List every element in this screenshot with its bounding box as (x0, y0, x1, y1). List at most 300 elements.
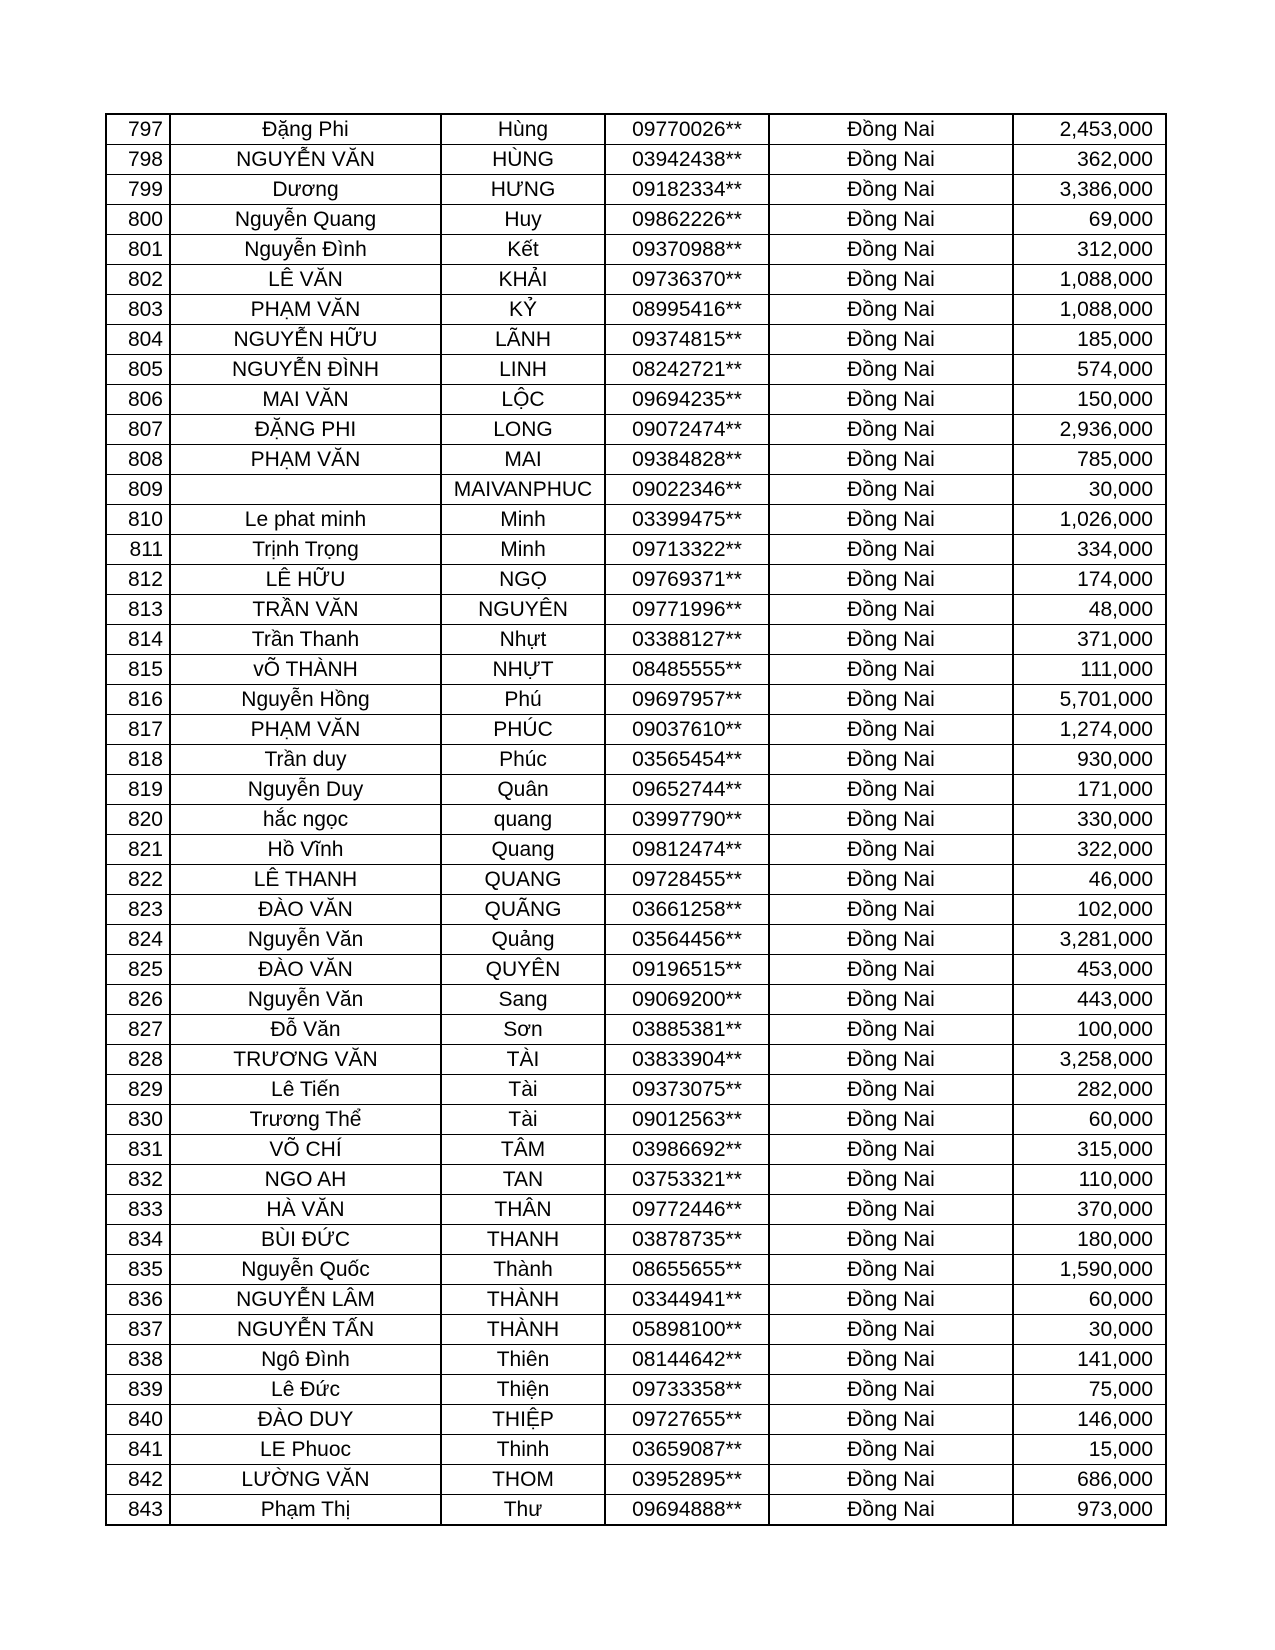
amount-cell: 574,000 (1013, 355, 1166, 385)
given-name-cell: THÂN (441, 1195, 605, 1225)
surname-cell: Nguyễn Văn (170, 985, 441, 1015)
given-name-cell: KHẢI (441, 265, 605, 295)
given-name-cell: LÃNH (441, 325, 605, 355)
row-number: 797 (106, 114, 170, 145)
row-number: 828 (106, 1045, 170, 1075)
given-name-cell: THANH (441, 1225, 605, 1255)
amount-cell: 370,000 (1013, 1195, 1166, 1225)
province-cell: Đồng Nai (769, 1045, 1013, 1075)
phone-cell: 08485555** (605, 655, 769, 685)
amount-cell: 2,936,000 (1013, 415, 1166, 445)
phone-cell: 09812474** (605, 835, 769, 865)
surname-cell: ĐẶNG PHI (170, 415, 441, 445)
row-number: 809 (106, 475, 170, 505)
phone-cell: 03659087** (605, 1435, 769, 1465)
given-name-cell: TÂM (441, 1135, 605, 1165)
amount-cell: 930,000 (1013, 745, 1166, 775)
table-row (106, 1285, 1166, 1315)
province-cell: Đồng Nai (769, 114, 1013, 145)
table-row (106, 895, 1166, 925)
phone-cell: 03661258** (605, 895, 769, 925)
surname-cell: BÙI ĐỨC (170, 1225, 441, 1255)
given-name-cell: THÀNH (441, 1285, 605, 1315)
row-number: 810 (106, 505, 170, 535)
phone-cell: 09384828** (605, 445, 769, 475)
province-cell: Đồng Nai (769, 1345, 1013, 1375)
table-row (106, 175, 1166, 205)
table-row (106, 595, 1166, 625)
phone-cell: 09713322** (605, 535, 769, 565)
table-row (106, 625, 1166, 655)
phone-cell: 03388127** (605, 625, 769, 655)
row-number: 813 (106, 595, 170, 625)
given-name-cell: HƯNG (441, 175, 605, 205)
amount-cell: 180,000 (1013, 1225, 1166, 1255)
surname-cell: Hồ Vĩnh (170, 835, 441, 865)
phone-cell: 09694888** (605, 1495, 769, 1526)
table-row (106, 475, 1166, 505)
province-cell: Đồng Nai (769, 325, 1013, 355)
phone-cell: 09182334** (605, 175, 769, 205)
phone-cell: 09770026** (605, 114, 769, 145)
given-name-cell: Phúc (441, 745, 605, 775)
amount-cell: 15,000 (1013, 1435, 1166, 1465)
given-name-cell: Quang (441, 835, 605, 865)
row-number: 833 (106, 1195, 170, 1225)
province-cell: Đồng Nai (769, 1315, 1013, 1345)
given-name-cell: PHÚC (441, 715, 605, 745)
province-cell: Đồng Nai (769, 685, 1013, 715)
province-cell: Đồng Nai (769, 985, 1013, 1015)
surname-cell: HÀ VĂN (170, 1195, 441, 1225)
row-number: 824 (106, 925, 170, 955)
phone-cell: 09022346** (605, 475, 769, 505)
province-cell: Đồng Nai (769, 535, 1013, 565)
surname-cell: NGO AH (170, 1165, 441, 1195)
table-row (106, 1195, 1166, 1225)
surname-cell: Lê Tiến (170, 1075, 441, 1105)
surname-cell: Trần duy (170, 745, 441, 775)
surname-cell: VÕ CHÍ (170, 1135, 441, 1165)
table-row (106, 265, 1166, 295)
amount-cell: 686,000 (1013, 1465, 1166, 1495)
amount-cell: 1,088,000 (1013, 295, 1166, 325)
row-number: 822 (106, 865, 170, 895)
surname-cell: Nguyễn Hồng (170, 685, 441, 715)
phone-cell: 09072474** (605, 415, 769, 445)
amount-cell: 785,000 (1013, 445, 1166, 475)
table-row (106, 835, 1166, 865)
table-row (106, 715, 1166, 745)
table-row (106, 1345, 1166, 1375)
amount-cell: 2,453,000 (1013, 114, 1166, 145)
table-row (106, 325, 1166, 355)
row-number: 806 (106, 385, 170, 415)
province-cell: Đồng Nai (769, 835, 1013, 865)
given-name-cell: Quân (441, 775, 605, 805)
phone-cell: 09370988** (605, 235, 769, 265)
given-name-cell: Sơn (441, 1015, 605, 1045)
surname-cell: ĐÀO VĂN (170, 955, 441, 985)
given-name-cell: TÀI (441, 1045, 605, 1075)
surname-cell: LÊ THANH (170, 865, 441, 895)
phone-cell: 03952895** (605, 1465, 769, 1495)
amount-cell: 5,701,000 (1013, 685, 1166, 715)
amount-cell: 3,386,000 (1013, 175, 1166, 205)
given-name-cell: Kết (441, 235, 605, 265)
row-number: 842 (106, 1465, 170, 1495)
phone-cell: 09374815** (605, 325, 769, 355)
phone-cell: 08995416** (605, 295, 769, 325)
row-number: 799 (106, 175, 170, 205)
table-row (106, 1135, 1166, 1165)
phone-cell: 03833904** (605, 1045, 769, 1075)
table-row (106, 1225, 1166, 1255)
table-row (106, 775, 1166, 805)
province-cell: Đồng Nai (769, 175, 1013, 205)
given-name-cell: LONG (441, 415, 605, 445)
amount-cell: 443,000 (1013, 985, 1166, 1015)
table-row (106, 535, 1166, 565)
table-row (106, 145, 1166, 175)
row-number: 838 (106, 1345, 170, 1375)
table-row (106, 985, 1166, 1015)
given-name-cell: Nhựt (441, 625, 605, 655)
surname-cell: Nguyễn Văn (170, 925, 441, 955)
surname-cell: Trịnh Trọng (170, 535, 441, 565)
surname-cell: NGUYỄN HỮU (170, 325, 441, 355)
province-cell: Đồng Nai (769, 865, 1013, 895)
province-cell: Đồng Nai (769, 925, 1013, 955)
surname-cell: TRẦN VĂN (170, 595, 441, 625)
given-name-cell: Tài (441, 1105, 605, 1135)
row-number: 811 (106, 535, 170, 565)
phone-cell: 03564456** (605, 925, 769, 955)
surname-cell: PHẠM VĂN (170, 715, 441, 745)
row-number: 834 (106, 1225, 170, 1255)
row-number: 841 (106, 1435, 170, 1465)
given-name-cell: THOM (441, 1465, 605, 1495)
province-cell: Đồng Nai (769, 715, 1013, 745)
given-name-cell: Minh (441, 535, 605, 565)
given-name-cell: Hùng (441, 114, 605, 145)
table-row (106, 745, 1166, 775)
row-number: 819 (106, 775, 170, 805)
province-cell: Đồng Nai (769, 1495, 1013, 1526)
table-row (106, 355, 1166, 385)
given-name-cell: HÙNG (441, 145, 605, 175)
province-cell: Đồng Nai (769, 385, 1013, 415)
province-cell: Đồng Nai (769, 1435, 1013, 1465)
surname-cell: Ngô Đình (170, 1345, 441, 1375)
phone-cell: 09727655** (605, 1405, 769, 1435)
province-cell: Đồng Nai (769, 445, 1013, 475)
table-row (106, 565, 1166, 595)
amount-cell: 330,000 (1013, 805, 1166, 835)
amount-cell: 1,026,000 (1013, 505, 1166, 535)
surname-cell: hắc ngọc (170, 805, 441, 835)
phone-cell: 09196515** (605, 955, 769, 985)
amount-cell: 146,000 (1013, 1405, 1166, 1435)
given-name-cell: Quảng (441, 925, 605, 955)
amount-cell: 362,000 (1013, 145, 1166, 175)
amount-cell: 315,000 (1013, 1135, 1166, 1165)
row-number: 835 (106, 1255, 170, 1285)
province-cell: Đồng Nai (769, 955, 1013, 985)
phone-cell: 09728455** (605, 865, 769, 895)
table-body (106, 114, 1166, 1525)
given-name-cell: THIỆP (441, 1405, 605, 1435)
province-cell: Đồng Nai (769, 1255, 1013, 1285)
amount-cell: 322,000 (1013, 835, 1166, 865)
amount-cell: 312,000 (1013, 235, 1166, 265)
row-number: 823 (106, 895, 170, 925)
given-name-cell: MAI (441, 445, 605, 475)
province-cell: Đồng Nai (769, 1165, 1013, 1195)
given-name-cell: QUANG (441, 865, 605, 895)
surname-cell: Đặng Phi (170, 114, 441, 145)
phone-cell: 09772446** (605, 1195, 769, 1225)
amount-cell: 46,000 (1013, 865, 1166, 895)
table-row (106, 1375, 1166, 1405)
province-cell: Đồng Nai (769, 775, 1013, 805)
phone-cell: 03997790** (605, 805, 769, 835)
amount-cell: 1,590,000 (1013, 1255, 1166, 1285)
surname-cell: Le phat minh (170, 505, 441, 535)
surname-cell: TRƯƠNG VĂN (170, 1045, 441, 1075)
phone-cell: 09012563** (605, 1105, 769, 1135)
phone-cell: 08242721** (605, 355, 769, 385)
amount-cell: 3,258,000 (1013, 1045, 1166, 1075)
phone-cell: 09694235** (605, 385, 769, 415)
amount-cell: 453,000 (1013, 955, 1166, 985)
row-number: 827 (106, 1015, 170, 1045)
table-row (106, 1105, 1166, 1135)
phone-cell: 03986692** (605, 1135, 769, 1165)
surname-cell: vÕ THÀNH (170, 655, 441, 685)
table-row (106, 205, 1166, 235)
phone-cell: 09733358** (605, 1375, 769, 1405)
province-cell: Đồng Nai (769, 1075, 1013, 1105)
row-number: 802 (106, 265, 170, 295)
row-number: 812 (106, 565, 170, 595)
amount-cell: 30,000 (1013, 475, 1166, 505)
surname-cell: Phạm Thị (170, 1495, 441, 1526)
surname-cell: Dương (170, 175, 441, 205)
row-number: 801 (106, 235, 170, 265)
given-name-cell: LỘC (441, 385, 605, 415)
given-name-cell: NHỰT (441, 655, 605, 685)
province-cell: Đồng Nai (769, 1465, 1013, 1495)
row-number: 825 (106, 955, 170, 985)
phone-cell: 09862226** (605, 205, 769, 235)
phone-cell: 09037610** (605, 715, 769, 745)
surname-cell: PHẠM VĂN (170, 295, 441, 325)
surname-cell: Lê Đức (170, 1375, 441, 1405)
row-number: 805 (106, 355, 170, 385)
row-number: 840 (106, 1405, 170, 1435)
phone-cell: 09769371** (605, 565, 769, 595)
row-number: 839 (106, 1375, 170, 1405)
province-cell: Đồng Nai (769, 295, 1013, 325)
phone-cell: 09736370** (605, 265, 769, 295)
table-row (106, 1315, 1166, 1345)
province-cell: Đồng Nai (769, 655, 1013, 685)
surname-cell: LÊ VĂN (170, 265, 441, 295)
table-row (106, 445, 1166, 475)
surname-cell: LƯỜNG VĂN (170, 1465, 441, 1495)
amount-cell: 150,000 (1013, 385, 1166, 415)
phone-cell: 09697957** (605, 685, 769, 715)
surname-cell: LÊ HỮU (170, 565, 441, 595)
surname-cell: MAI VĂN (170, 385, 441, 415)
given-name-cell: Minh (441, 505, 605, 535)
surname-cell: Nguyễn Đình (170, 235, 441, 265)
surname-cell: NGUYỄN LÂM (170, 1285, 441, 1315)
row-number: 803 (106, 295, 170, 325)
table-row (106, 1465, 1166, 1495)
phone-cell: 09373075** (605, 1075, 769, 1105)
province-cell: Đồng Nai (769, 1195, 1013, 1225)
amount-cell: 1,274,000 (1013, 715, 1166, 745)
province-cell: Đồng Nai (769, 505, 1013, 535)
phone-cell: 03878735** (605, 1225, 769, 1255)
row-number: 807 (106, 415, 170, 445)
province-cell: Đồng Nai (769, 745, 1013, 775)
data-table (105, 113, 1167, 1526)
amount-cell: 1,088,000 (1013, 265, 1166, 295)
table-row (106, 415, 1166, 445)
province-cell: Đồng Nai (769, 1105, 1013, 1135)
amount-cell: 60,000 (1013, 1105, 1166, 1135)
amount-cell: 48,000 (1013, 595, 1166, 625)
given-name-cell: Tài (441, 1075, 605, 1105)
province-cell: Đồng Nai (769, 1015, 1013, 1045)
given-name-cell: Thiên (441, 1345, 605, 1375)
given-name-cell: Thành (441, 1255, 605, 1285)
table-row (106, 295, 1166, 325)
province-cell: Đồng Nai (769, 625, 1013, 655)
province-cell: Đồng Nai (769, 1285, 1013, 1315)
row-number: 837 (106, 1315, 170, 1345)
phone-cell: 09771996** (605, 595, 769, 625)
given-name-cell: NGUYÊN (441, 595, 605, 625)
amount-cell: 973,000 (1013, 1495, 1166, 1526)
amount-cell: 69,000 (1013, 205, 1166, 235)
amount-cell: 100,000 (1013, 1015, 1166, 1045)
amount-cell: 334,000 (1013, 535, 1166, 565)
given-name-cell: quang (441, 805, 605, 835)
table-row (106, 1435, 1166, 1465)
row-number: 836 (106, 1285, 170, 1315)
table-row (106, 655, 1166, 685)
province-cell: Đồng Nai (769, 355, 1013, 385)
province-cell: Đồng Nai (769, 565, 1013, 595)
amount-cell: 171,000 (1013, 775, 1166, 805)
surname-cell: Trương Thể (170, 1105, 441, 1135)
province-cell: Đồng Nai (769, 265, 1013, 295)
given-name-cell: Sang (441, 985, 605, 1015)
province-cell: Đồng Nai (769, 475, 1013, 505)
amount-cell: 111,000 (1013, 655, 1166, 685)
given-name-cell: QUYÊN (441, 955, 605, 985)
province-cell: Đồng Nai (769, 415, 1013, 445)
phone-cell: 03565454** (605, 745, 769, 775)
surname-cell: NGUYỄN ĐÌNH (170, 355, 441, 385)
province-cell: Đồng Nai (769, 235, 1013, 265)
row-number: 818 (106, 745, 170, 775)
phone-cell: 05898100** (605, 1315, 769, 1345)
amount-cell: 75,000 (1013, 1375, 1166, 1405)
row-number: 815 (106, 655, 170, 685)
surname-cell: ĐÀO VĂN (170, 895, 441, 925)
phone-cell: 03942438** (605, 145, 769, 175)
given-name-cell: TAN (441, 1165, 605, 1195)
given-name-cell: KỶ (441, 295, 605, 325)
row-number: 808 (106, 445, 170, 475)
surname-cell: PHẠM VĂN (170, 445, 441, 475)
phone-cell: 03344941** (605, 1285, 769, 1315)
province-cell: Đồng Nai (769, 595, 1013, 625)
table-row (106, 865, 1166, 895)
row-number: 826 (106, 985, 170, 1015)
row-number: 816 (106, 685, 170, 715)
surname-cell (170, 475, 441, 505)
given-name-cell: THÀNH (441, 1315, 605, 1345)
row-number: 829 (106, 1075, 170, 1105)
surname-cell: NGUYỄN VĂN (170, 145, 441, 175)
phone-cell: 09652744** (605, 775, 769, 805)
amount-cell: 185,000 (1013, 325, 1166, 355)
given-name-cell: Thư (441, 1495, 605, 1526)
table-row (106, 955, 1166, 985)
phone-cell: 03885381** (605, 1015, 769, 1045)
given-name-cell: MAIVANPHUC (441, 475, 605, 505)
given-name-cell: Thinh (441, 1435, 605, 1465)
amount-cell: 3,281,000 (1013, 925, 1166, 955)
table-row (106, 1405, 1166, 1435)
province-cell: Đồng Nai (769, 1135, 1013, 1165)
province-cell: Đồng Nai (769, 145, 1013, 175)
row-number: 820 (106, 805, 170, 835)
table-row (106, 1165, 1166, 1195)
surname-cell: NGUYỄN TẤN (170, 1315, 441, 1345)
table-row (106, 925, 1166, 955)
province-cell: Đồng Nai (769, 1225, 1013, 1255)
table-row (106, 505, 1166, 535)
table-row (106, 685, 1166, 715)
amount-cell: 371,000 (1013, 625, 1166, 655)
province-cell: Đồng Nai (769, 895, 1013, 925)
phone-cell: 08655655** (605, 1255, 769, 1285)
table-row (106, 1495, 1166, 1526)
surname-cell: Trần Thanh (170, 625, 441, 655)
phone-cell: 03399475** (605, 505, 769, 535)
amount-cell: 174,000 (1013, 565, 1166, 595)
province-cell: Đồng Nai (769, 1375, 1013, 1405)
phone-cell: 03753321** (605, 1165, 769, 1195)
given-name-cell: QUÃNG (441, 895, 605, 925)
phone-cell: 08144642** (605, 1345, 769, 1375)
given-name-cell: Thiện (441, 1375, 605, 1405)
table-row (106, 805, 1166, 835)
table-row (106, 1045, 1166, 1075)
given-name-cell: Phú (441, 685, 605, 715)
amount-cell: 282,000 (1013, 1075, 1166, 1105)
given-name-cell: Huy (441, 205, 605, 235)
surname-cell: LE Phuoc (170, 1435, 441, 1465)
surname-cell: Nguyễn Quang (170, 205, 441, 235)
